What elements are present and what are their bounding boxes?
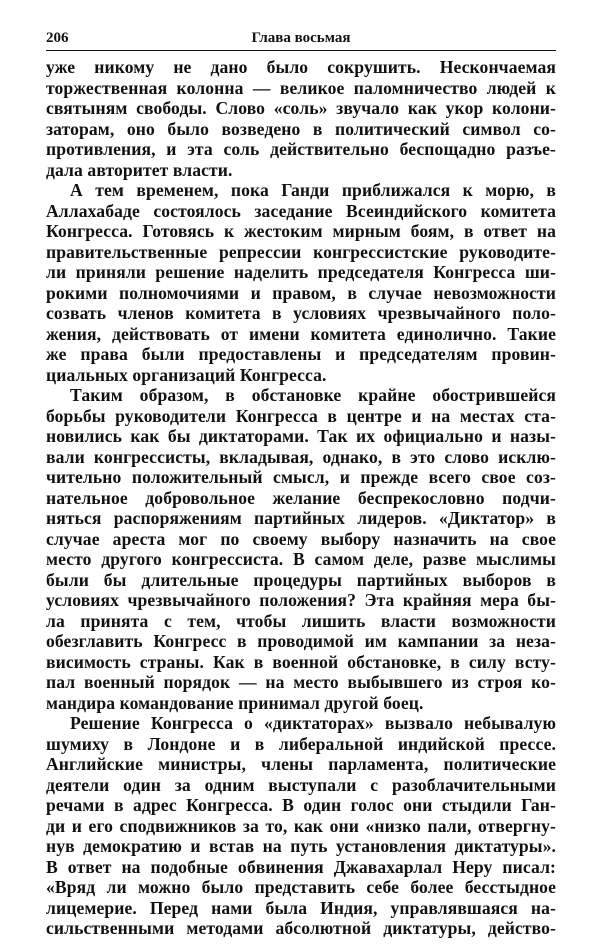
text-line: заторам, оно было возведено в политический символ со-: [46, 118, 556, 139]
paragraph: [46, 180, 556, 385]
text-line: висимость страны. Как в военной обстановке, в силу всту-: [46, 651, 556, 672]
text-line: лицемерие. Перед нами была Индия, управлявшаяся на-: [46, 897, 556, 918]
text-line: борьбы руководители Конгресса в центре и на местах ста-: [46, 405, 556, 426]
text-line: были бы длительные процедуры партийных выборов в: [46, 569, 556, 590]
text-line: ди и его сподвижников за то, как они «низко пали, отвергну-: [46, 815, 556, 836]
paragraph: [46, 385, 556, 713]
text-line: дала авторитет власти.: [46, 159, 233, 180]
page-number: 206: [46, 30, 69, 46]
text-line: противления, и эта соль действительно беспощадно разъе-: [46, 139, 556, 159]
header-rule: [46, 50, 556, 51]
text-line: случае ареста мог по своему выбору назначить на свое: [46, 528, 556, 549]
text-line: сильственными методами абсолютной диктатуры, действо-: [46, 918, 556, 938]
text-line: циальных организаций Конгресса.: [46, 364, 327, 385]
text-line: чительно положительный смысл, и прежде всего свое соз-: [46, 467, 556, 487]
text-line: уже никому не дано было сокрушить. Нескончаемая: [46, 57, 556, 77]
text-line: правительственные репрессии конгрессистские руководите-: [46, 241, 556, 262]
text-line: условиях чрезвычайного положения? Эта крайняя мера бы-: [46, 590, 556, 610]
text-line: место другого конгрессиста. В самом деле, разве мыслимы: [46, 549, 556, 569]
text-line: ла принята с тем, чтобы лишить власти возможности: [46, 610, 556, 631]
text-line: святыням свободы. Слово «соль» звучало как укор колони-: [46, 98, 556, 118]
paragraph: [46, 713, 556, 939]
text-line: «Вряд ли можно было представить себе более бесстыдное: [46, 877, 556, 897]
text-line: созвать членов комитета в условиях чрезвычайного поло-: [46, 303, 556, 323]
text-line: нательное добровольное желание беспрекословно подчи-: [46, 487, 556, 508]
text-line: няться распоряжениям партийных лидеров. «Диктатор» в: [46, 508, 556, 528]
text-line: ли приняли решение наделить председателя Конгресса ши-: [46, 262, 556, 282]
text-line: нув демократию и встав на путь установления диктатуры».: [46, 836, 556, 856]
text-line: Таким образом, в обстановке крайне обострившейся: [70, 385, 556, 405]
paragraph: [46, 57, 556, 180]
text-line: обезглавить Конгресс в проводимой им кампании за неза-: [46, 631, 556, 651]
body-text: [46, 57, 556, 939]
book-page: [46, 28, 556, 939]
text-line: Английские министры, члены парламента, политические: [46, 754, 556, 774]
text-line: Конгресса. Готовясь к жестоким мирным боям, в ответ на: [46, 221, 556, 241]
text-line: жения, действовать от имени комитета единолично. Такие: [46, 323, 556, 344]
text-line: вали конгрессисты, вкладывая, однако, в это слово исклю-: [46, 446, 556, 467]
text-line: Решение Конгресса о «диктаторах» вызвало небывалую: [70, 713, 556, 733]
text-line: торжественная колонна — великое паломничество людей к: [46, 77, 556, 98]
text-line: пал военный порядок — на место выбывшего из строя ко-: [46, 672, 556, 692]
text-line: Аллахабаде состоялось заседание Всеиндийского комитета: [46, 200, 556, 221]
text-line: рокими полномочиями и правом, в случае невозможности: [46, 282, 556, 303]
text-line: В ответ на подобные обвинения Джавахарлал Неру писал:: [46, 856, 556, 877]
text-line: А тем временем, пока Ганди приближался к морю, в: [70, 180, 556, 200]
text-line: деятели один за одним выступали с разоблачительными: [46, 774, 556, 795]
text-line: мандира командование принимал другой боец.: [46, 692, 424, 713]
chapter-title: Глава восьмая: [251, 30, 351, 46]
text-line: же права были предоставлены и председателям провин-: [46, 344, 556, 364]
text-line: речами в адрес Конгресса. В один голос они стыдили Ган-: [46, 795, 556, 815]
text-line: шумиху в Лондоне и в либеральной индийской прессе.: [46, 733, 556, 754]
text-line: новились как бы диктаторами. Так их официально и назы-: [46, 426, 556, 446]
running-header: [46, 28, 556, 50]
